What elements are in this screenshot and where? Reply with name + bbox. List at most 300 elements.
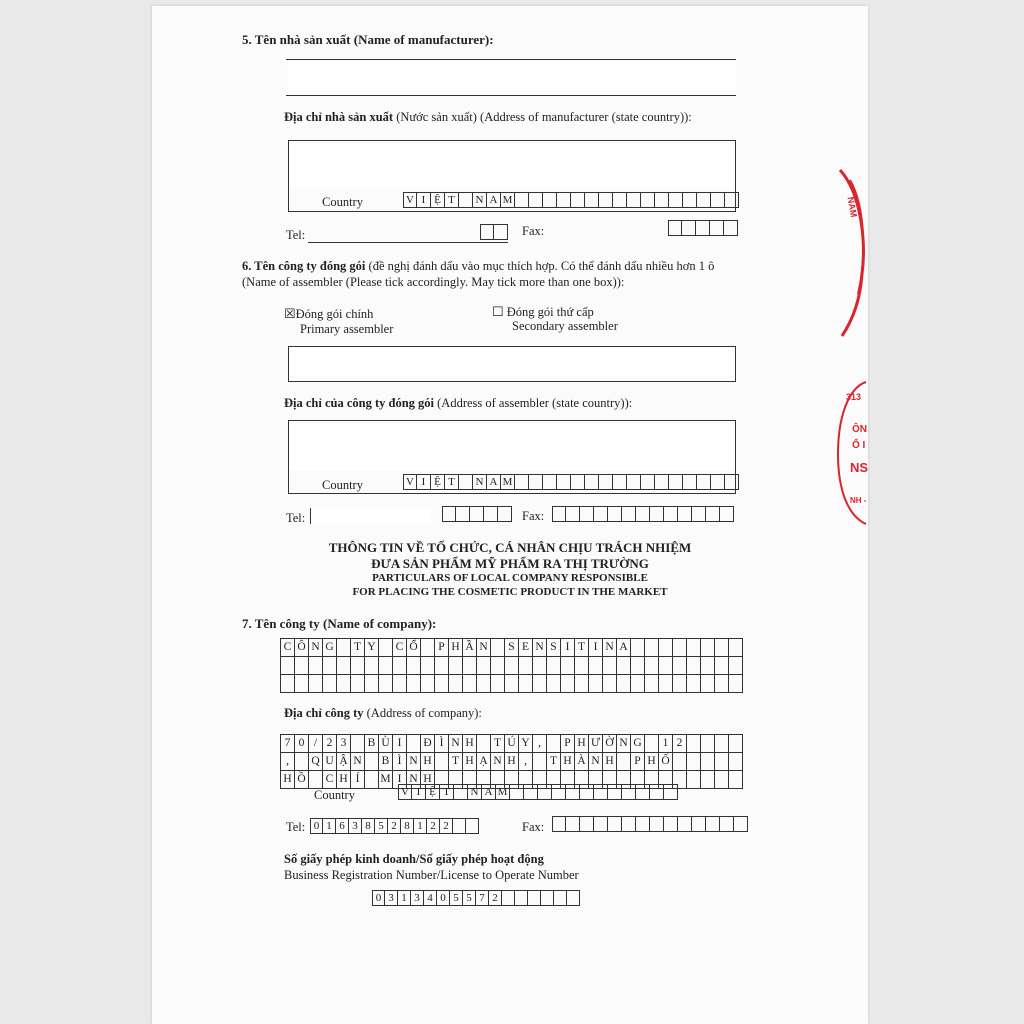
form-cell	[519, 675, 533, 693]
form-cell	[379, 639, 393, 657]
form-cell	[631, 675, 645, 693]
form-cell: Ạ	[477, 753, 491, 771]
form-cell: A	[482, 784, 496, 800]
seal-text-fragment: Ổ I	[852, 440, 866, 451]
form-cell	[435, 657, 449, 675]
form-cell: Ệ	[426, 784, 440, 800]
form-cell	[552, 816, 566, 832]
form-cell: T	[445, 474, 459, 490]
form-cell: ,	[281, 753, 295, 771]
section-6-title: 6. Tên công ty đóng gói (đề nghị đánh dấu vào mục thích hợp. Có thể đánh dấu nhiều hơn 1 ô	[242, 259, 715, 273]
form-cell: H	[337, 771, 351, 789]
form-cell: ,	[533, 735, 547, 753]
form-cell: N	[589, 753, 603, 771]
form-cell: I	[561, 639, 575, 657]
form-cell: C	[393, 639, 407, 657]
form-cell	[528, 890, 541, 906]
section-6-subtitle: (Name of assembler (Please tick accordingly. May tick more than one box)):	[242, 275, 625, 289]
form-cell	[554, 890, 567, 906]
form-cell: 2	[673, 735, 687, 753]
country-cells	[403, 474, 739, 490]
form-cell	[664, 506, 678, 522]
form-cell	[608, 816, 622, 832]
form-cell	[552, 784, 566, 800]
form-cell	[515, 192, 529, 208]
form-cell: Ố	[659, 753, 673, 771]
form-cell: H	[603, 753, 617, 771]
form-cell: A	[487, 192, 501, 208]
form-cell	[571, 192, 585, 208]
form-cell	[599, 192, 613, 208]
form-cell	[720, 816, 734, 832]
form-cell: 4	[424, 890, 437, 906]
form-cell: 0	[372, 890, 385, 906]
form-cell	[459, 192, 473, 208]
form-cell: N	[407, 771, 421, 789]
form-cell: N	[449, 735, 463, 753]
form-cell: Q	[309, 753, 323, 771]
form-cell	[673, 675, 687, 693]
form-cell	[622, 506, 636, 522]
form-cell	[696, 220, 710, 236]
form-cell: 2	[440, 818, 453, 834]
tel-cells	[480, 224, 508, 240]
form-cell	[543, 192, 557, 208]
redacted-manufacturer-address	[290, 144, 732, 188]
form-cell	[365, 675, 379, 693]
form-cell: A	[617, 639, 631, 657]
form-cell	[547, 735, 561, 753]
form-cell: I	[417, 474, 431, 490]
form-cell	[710, 220, 724, 236]
form-cell	[454, 784, 468, 800]
form-cell	[580, 784, 594, 800]
form-cell	[659, 657, 673, 675]
form-cell: 2	[323, 735, 337, 753]
form-cell: C	[323, 771, 337, 789]
form-cell	[725, 474, 739, 490]
form-cell: À	[575, 753, 589, 771]
form-cell	[309, 771, 323, 789]
form-cell	[309, 675, 323, 693]
form-cell: 8	[401, 818, 414, 834]
form-cell	[724, 220, 738, 236]
form-cell: H	[645, 753, 659, 771]
form-cell: Y	[365, 639, 379, 657]
form-cell	[463, 657, 477, 675]
form-cell: 8	[362, 818, 375, 834]
form-cell: I	[393, 735, 407, 753]
form-cell	[617, 753, 631, 771]
heading-line-1: THÔNG TIN VỀ TỔ CHỨC, CÁ NHÂN CHỊU TRÁCH NHIỆM	[328, 540, 692, 555]
form-cell	[594, 506, 608, 522]
fax-cells	[668, 220, 738, 236]
form-cell	[668, 220, 682, 236]
form-cell: 7	[476, 890, 489, 906]
form-cell	[701, 771, 715, 789]
form-cell	[673, 657, 687, 675]
tel-cells	[442, 506, 512, 522]
checked-box-icon[interactable]: ☒	[284, 306, 296, 321]
fax-label: Fax:	[522, 509, 545, 523]
form-cell	[295, 657, 309, 675]
form-cell: I	[393, 771, 407, 789]
form-cell	[393, 675, 407, 693]
form-cell	[547, 657, 561, 675]
form-cell	[641, 474, 655, 490]
form-cell	[655, 474, 669, 490]
form-cell: M	[379, 771, 393, 789]
form-cell: H	[463, 753, 477, 771]
tel-digit-cells	[310, 818, 479, 834]
form-cell: 3	[411, 890, 424, 906]
form-cell	[566, 506, 580, 522]
form-cell	[538, 784, 552, 800]
form-cell: B	[365, 735, 379, 753]
company-address-label: Địa chỉ công ty (Address of company):	[284, 706, 482, 720]
form-cell: A	[487, 474, 501, 490]
form-cell	[309, 657, 323, 675]
form-cell	[603, 657, 617, 675]
form-cell	[631, 639, 645, 657]
form-cell: T	[445, 192, 459, 208]
form-cell	[715, 735, 729, 753]
section-7-title: 7. Tên công ty (Name of company):	[242, 616, 437, 631]
form-cell: Ù	[379, 735, 393, 753]
form-cell	[613, 192, 627, 208]
form-cell	[379, 675, 393, 693]
manufacturer-name-underline	[286, 95, 736, 96]
form-cell	[529, 474, 543, 490]
form-cell	[650, 506, 664, 522]
form-cell: M	[501, 192, 515, 208]
form-cell	[608, 506, 622, 522]
form-cell: V	[403, 192, 417, 208]
form-cell: 5	[463, 890, 476, 906]
form-cell: P	[561, 735, 575, 753]
form-cell: S	[547, 639, 561, 657]
form-cell	[641, 192, 655, 208]
redacted-assembler-name	[290, 348, 732, 376]
form-cell: T	[575, 639, 589, 657]
secondary-assembler-en: Secondary assembler	[512, 319, 618, 333]
form-cell	[650, 816, 664, 832]
assembler-address-label: Địa chỉ của công ty đóng gói (Address of assembler (state country)):	[284, 396, 633, 410]
form-cell: 3	[349, 818, 362, 834]
form-cell: N	[603, 639, 617, 657]
form-cell	[580, 506, 594, 522]
form-cell: T	[440, 784, 454, 800]
form-cell	[515, 474, 529, 490]
form-cell	[664, 784, 678, 800]
company-address-grid	[280, 734, 743, 789]
form-cell	[715, 657, 729, 675]
form-cell: B	[379, 753, 393, 771]
form-cell	[421, 657, 435, 675]
form-cell	[453, 818, 466, 834]
tel-label: Tel:	[286, 511, 306, 525]
form-cell	[664, 816, 678, 832]
form-cell: Ệ	[431, 192, 445, 208]
form-cell	[552, 506, 566, 522]
heading-line-3: PARTICULARS OF LOCAL COMPANY RESPONSIBLE	[372, 572, 648, 584]
heading-line-4: FOR PLACING THE COSMETIC PRODUCT IN THE MARKET	[352, 586, 668, 598]
form-cell	[365, 657, 379, 675]
form-cell	[567, 890, 580, 906]
form-cell	[407, 675, 421, 693]
form-cell: T	[351, 639, 365, 657]
form-cell	[557, 474, 571, 490]
form-cell	[351, 657, 365, 675]
form-cell	[622, 816, 636, 832]
form-cell	[720, 506, 734, 522]
form-cell	[421, 675, 435, 693]
form-cell	[491, 639, 505, 657]
form-cell	[494, 224, 508, 240]
license-digit-cells	[372, 890, 580, 906]
form-cell	[480, 224, 494, 240]
form-cell	[379, 657, 393, 675]
form-cell	[589, 657, 603, 675]
form-cell	[636, 784, 650, 800]
form-cell	[659, 675, 673, 693]
form-cell	[645, 657, 659, 675]
seal-text-fragment: 313	[846, 392, 862, 402]
form-cell	[547, 675, 561, 693]
form-cell	[477, 657, 491, 675]
form-cell: I	[417, 192, 431, 208]
form-cell: Đ	[421, 735, 435, 753]
form-cell	[687, 771, 701, 789]
form-cell: T	[547, 753, 561, 771]
form-cell	[557, 192, 571, 208]
form-cell	[466, 818, 479, 834]
form-cell	[541, 890, 554, 906]
form-cell	[701, 657, 715, 675]
company-name-grid	[280, 638, 743, 693]
form-cell	[566, 784, 580, 800]
form-cell	[477, 675, 491, 693]
form-cell	[673, 639, 687, 657]
form-cell	[295, 675, 309, 693]
form-cell	[617, 675, 631, 693]
secondary-assembler-option[interactable]: ☐ Đóng gói thứ cấp	[492, 304, 594, 319]
form-cell: M	[501, 474, 515, 490]
form-cell	[636, 816, 650, 832]
form-cell	[533, 657, 547, 675]
form-cell: N	[351, 753, 365, 771]
form-cell	[711, 474, 725, 490]
form-cell	[502, 890, 515, 906]
form-cell	[692, 506, 706, 522]
form-cell: U	[323, 753, 337, 771]
form-cell	[715, 753, 729, 771]
form-cell: 2	[388, 818, 401, 834]
primary-assembler-en: Primary assembler	[300, 322, 394, 336]
form-cell	[337, 675, 351, 693]
form-cell	[711, 192, 725, 208]
form-cell: 0	[310, 818, 323, 834]
form-cell: Ì	[393, 753, 407, 771]
form-cell	[650, 784, 664, 800]
form-cell: Ì	[435, 735, 449, 753]
country-label: Country	[322, 478, 363, 492]
form-cell	[477, 735, 491, 753]
form-cell	[645, 735, 659, 753]
manufacturer-name-line	[286, 59, 736, 60]
form-cell: 1	[659, 735, 673, 753]
form-cell	[636, 506, 650, 522]
form-cell: Ầ	[463, 639, 477, 657]
form-cell	[510, 784, 524, 800]
form-cell	[589, 675, 603, 693]
form-cell	[561, 657, 575, 675]
form-cell: H	[281, 771, 295, 789]
form-cell: T	[491, 735, 505, 753]
seal-text-fragment: ÔN	[852, 424, 867, 435]
form-cell	[687, 675, 701, 693]
tel-line	[308, 242, 508, 243]
form-cell: N	[533, 639, 547, 657]
form-cell	[442, 506, 456, 522]
form-cell: Ờ	[603, 735, 617, 753]
country-label: Country	[322, 195, 363, 209]
form-cell: Ậ	[337, 753, 351, 771]
document-page	[152, 6, 868, 1024]
form-cell	[603, 675, 617, 693]
form-cell: Ú	[505, 735, 519, 753]
form-cell: 1	[398, 890, 411, 906]
fax-cells	[552, 506, 734, 522]
form-cell: S	[505, 639, 519, 657]
form-cell	[729, 639, 743, 657]
form-cell: Ổ	[407, 639, 421, 657]
form-cell: 2	[489, 890, 502, 906]
form-cell	[678, 506, 692, 522]
form-cell: N	[468, 784, 482, 800]
redacted-tel	[310, 508, 431, 524]
form-cell: H	[463, 735, 477, 753]
form-cell: Ư	[589, 735, 603, 753]
form-cell: 6	[336, 818, 349, 834]
form-cell: 7	[281, 735, 295, 753]
form-cell	[608, 784, 622, 800]
form-cell	[687, 735, 701, 753]
form-cell	[687, 753, 701, 771]
form-cell: 1	[323, 818, 336, 834]
form-cell	[515, 890, 528, 906]
form-cell	[323, 675, 337, 693]
form-cell: I	[412, 784, 426, 800]
unchecked-box-icon[interactable]: ☐	[492, 304, 504, 319]
form-cell: H	[561, 753, 575, 771]
form-cell	[631, 657, 645, 675]
form-cell: Ồ	[295, 771, 309, 789]
form-cell	[351, 735, 365, 753]
form-cell	[715, 639, 729, 657]
form-cell	[594, 784, 608, 800]
section-5-title: 5. Tên nhà sản xuất (Name of manufacturer):	[242, 32, 494, 47]
form-cell	[571, 474, 585, 490]
form-cell	[729, 753, 743, 771]
license-label-en: Business Registration Number/License to Operate Number	[284, 868, 579, 882]
tel-label: Tel:	[286, 228, 306, 242]
form-cell	[519, 657, 533, 675]
form-cell: N	[491, 753, 505, 771]
form-cell	[683, 474, 697, 490]
form-cell	[543, 474, 557, 490]
form-cell	[715, 675, 729, 693]
country-cells	[403, 192, 739, 208]
form-cell	[435, 753, 449, 771]
form-cell	[599, 474, 613, 490]
form-cell	[729, 657, 743, 675]
primary-assembler-option[interactable]: ☒Đóng gói chính	[284, 306, 374, 321]
seal-text-fragment: NS	[850, 460, 869, 475]
form-cell: 1	[414, 818, 427, 834]
form-cell: H	[575, 735, 589, 753]
form-cell	[645, 639, 659, 657]
form-cell	[701, 753, 715, 771]
form-cell: N	[309, 639, 323, 657]
form-cell	[734, 816, 748, 832]
red-seal-ring	[832, 378, 868, 528]
form-cell: Ô	[295, 639, 309, 657]
form-cell: P	[435, 639, 449, 657]
seal-text-fragment: NH -	[850, 496, 867, 505]
form-cell	[449, 657, 463, 675]
form-cell	[575, 675, 589, 693]
form-cell: G	[631, 735, 645, 753]
form-cell	[566, 816, 580, 832]
form-cell: E	[519, 639, 533, 657]
form-cell: 3	[385, 890, 398, 906]
form-cell	[687, 639, 701, 657]
form-cell	[617, 657, 631, 675]
form-cell	[407, 657, 421, 675]
red-seal-fragment	[836, 164, 868, 340]
form-cell: V	[403, 474, 417, 490]
form-cell	[337, 639, 351, 657]
form-cell	[701, 639, 715, 657]
form-cell	[701, 675, 715, 693]
seal-text-fragment: NAM	[845, 196, 859, 218]
form-cell	[669, 192, 683, 208]
form-cell: G	[323, 639, 337, 657]
form-cell	[692, 816, 706, 832]
form-cell	[337, 657, 351, 675]
form-cell: H	[421, 753, 435, 771]
form-cell	[585, 474, 599, 490]
form-cell	[561, 675, 575, 693]
tel-label: Tel:	[286, 820, 306, 834]
form-cell	[594, 816, 608, 832]
form-cell	[421, 639, 435, 657]
redacted-manufacturer-name	[288, 61, 736, 95]
form-cell: I	[589, 639, 603, 657]
form-cell	[459, 474, 473, 490]
country-cells	[398, 784, 678, 800]
fax-label: Fax:	[522, 820, 545, 834]
form-cell	[580, 816, 594, 832]
form-cell	[706, 506, 720, 522]
heading-line-2: ĐƯA SẢN PHẨM MỸ PHẨM RA THỊ TRƯỜNG	[371, 556, 649, 571]
redacted-assembler-address	[290, 424, 732, 470]
form-cell	[687, 657, 701, 675]
form-cell: C	[281, 639, 295, 657]
form-cell	[281, 675, 295, 693]
form-cell	[533, 675, 547, 693]
